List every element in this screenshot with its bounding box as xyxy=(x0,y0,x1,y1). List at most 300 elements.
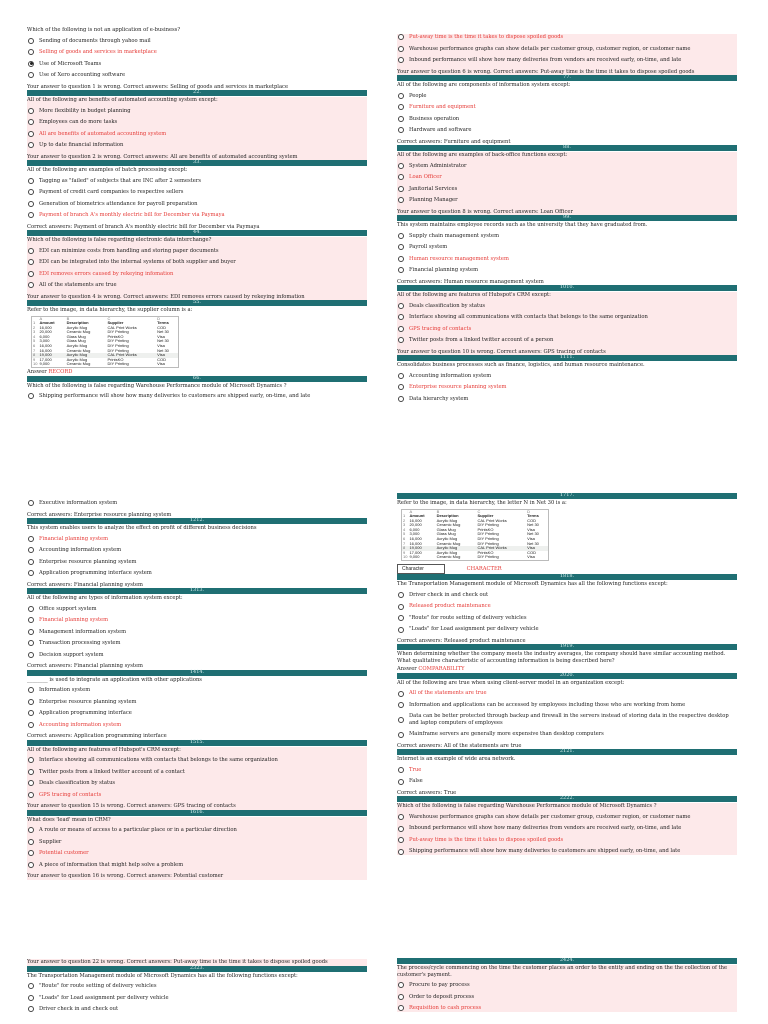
radio-button[interactable] xyxy=(28,850,34,856)
answer-option[interactable] xyxy=(27,687,367,694)
option-label: Employees can do more tasks xyxy=(39,119,118,125)
radio-button[interactable] xyxy=(398,384,404,390)
question-text: All of the following are examples of back-office functions except: xyxy=(397,152,568,158)
answer-option[interactable] xyxy=(27,995,367,1002)
question-text: Refer to the image, in data hierarchy, the supplier column is a: xyxy=(27,307,193,313)
radio-button[interactable] xyxy=(398,702,404,708)
question-text: Which of the following is false regarding Warehouse Performance module of Microsoft Dynamics ? xyxy=(27,382,287,389)
page3-left-column xyxy=(27,959,367,1024)
option-label: Financial planning system xyxy=(409,267,479,273)
answer-option[interactable] xyxy=(27,710,367,717)
answer-option[interactable] xyxy=(397,778,737,785)
radio-button[interactable] xyxy=(28,38,34,44)
radio-button[interactable] xyxy=(28,393,34,399)
option-label: Office support system xyxy=(39,605,97,612)
question-16 xyxy=(27,810,367,880)
sheet-row-number: 4 xyxy=(33,333,36,339)
sheet-cell: 19,000 xyxy=(38,353,65,358)
radio-button[interactable] xyxy=(398,615,404,621)
question-text: Which of the following is false regarding electronic data interchange? xyxy=(27,237,212,243)
answer-option[interactable] xyxy=(27,559,367,566)
option-label: EDI removes errors caused by rekeying infomation xyxy=(39,270,174,277)
radio-button[interactable] xyxy=(398,256,404,262)
sheet-row-number: 8 xyxy=(32,353,38,358)
radio-button[interactable] xyxy=(28,652,34,658)
feedback-text: Your answer to question 16 is wrong. Correct answers: Potential customer xyxy=(27,873,224,879)
option-label: Data hierarchy system xyxy=(409,395,469,402)
radio-button[interactable] xyxy=(398,267,404,273)
radio-button[interactable] xyxy=(398,373,404,379)
radio-button[interactable] xyxy=(398,779,404,785)
radio-button[interactable] xyxy=(398,1005,404,1011)
option-label: True xyxy=(409,766,422,773)
answer-option[interactable] xyxy=(27,259,367,266)
radio-button[interactable] xyxy=(398,34,404,40)
answer-option[interactable] xyxy=(27,201,367,208)
sheet-cell: 9,000 xyxy=(39,361,50,367)
radio-button[interactable] xyxy=(28,201,34,207)
radio-button[interactable] xyxy=(28,271,34,277)
sheet-cell: Net 30 xyxy=(527,522,539,528)
answer-option-correct[interactable] xyxy=(27,850,367,857)
feedback-text: Correct answers: Enterprise resource planning system xyxy=(27,511,172,518)
radio-button[interactable] xyxy=(28,757,34,763)
radio-button[interactable] xyxy=(398,627,404,633)
option-label: Generation of biometrics attendance for payroll preparation xyxy=(39,200,198,207)
sheet-cell: Acrylic Mug xyxy=(66,353,107,358)
answer-option-correct[interactable] xyxy=(27,271,367,278)
answer-option[interactable] xyxy=(27,640,367,647)
radio-button[interactable] xyxy=(28,640,34,646)
sheet-cell: COD xyxy=(157,324,166,330)
sheet-row xyxy=(402,555,548,560)
sheet-row-number: 10 xyxy=(403,554,408,560)
option-label: Planning Manager xyxy=(409,197,458,203)
sheet-cell: Visa xyxy=(527,554,535,560)
option-label: Enterprise resource planning system xyxy=(409,384,507,390)
sheet-header-cell: Description xyxy=(436,513,459,519)
radio-button[interactable] xyxy=(28,995,34,1001)
option-label: Order to deposit process xyxy=(409,993,475,1000)
question-14 xyxy=(27,670,367,740)
answer-option[interactable] xyxy=(397,57,737,64)
answer-option[interactable] xyxy=(27,547,367,554)
radio-button[interactable] xyxy=(28,606,34,612)
answer-option[interactable] xyxy=(397,982,737,989)
radio-button[interactable] xyxy=(398,814,404,820)
sheet-cell: 9,000 xyxy=(409,554,420,560)
sheet-cell: DIY Printing xyxy=(477,540,499,546)
question-number-bar: 2222. xyxy=(397,796,737,802)
question-15 xyxy=(27,740,367,810)
answer-option[interactable] xyxy=(27,393,367,400)
answer-option[interactable] xyxy=(27,839,367,846)
radio-button[interactable] xyxy=(398,303,404,309)
answer-option-correct[interactable] xyxy=(27,792,367,799)
answer-option[interactable] xyxy=(397,373,737,380)
question-number-bar: 2121. xyxy=(397,749,737,755)
question-text: This system enables users to analyze the effect on profit of different business decisions xyxy=(27,525,257,531)
answer-option[interactable] xyxy=(27,769,367,776)
answer-option-correct[interactable] xyxy=(397,174,737,181)
answer-option[interactable] xyxy=(27,862,367,869)
sheet-cell: Acrylic Mug xyxy=(436,517,458,523)
radio-button[interactable] xyxy=(28,248,34,254)
sheet-cell: DIY Printing xyxy=(477,522,499,528)
option-label: Released product maintenance xyxy=(409,603,491,610)
option-label: Supplier xyxy=(39,838,62,845)
radio-button[interactable] xyxy=(28,617,34,623)
radio-button[interactable] xyxy=(28,500,34,506)
radio-button[interactable] xyxy=(398,314,404,320)
spreadsheet-table xyxy=(402,510,548,561)
answer-option[interactable] xyxy=(397,337,737,344)
radio-button[interactable] xyxy=(28,131,34,137)
answer-option[interactable] xyxy=(27,983,367,990)
radio-button[interactable] xyxy=(28,722,34,728)
answer-option[interactable] xyxy=(27,757,367,764)
radio-button[interactable] xyxy=(398,93,404,99)
question-number-bar: 2424. xyxy=(397,958,737,964)
radio-button[interactable] xyxy=(398,337,404,343)
radio-button[interactable] xyxy=(28,536,34,542)
sheet-cell: DIY Printing xyxy=(107,338,129,344)
radio-button[interactable] xyxy=(28,178,34,184)
radio-button[interactable] xyxy=(398,104,404,110)
sheet-cell: CAL Print Works xyxy=(106,353,156,358)
radio-button[interactable] xyxy=(28,862,34,868)
option-label: Loan Officer xyxy=(409,174,442,180)
question-23 xyxy=(27,966,367,1013)
question-text: The process/cycle commencing on the time the customer places an order to the entity and ending on the the collection of the customer's payment. xyxy=(397,965,728,978)
answer-option[interactable] xyxy=(27,108,367,115)
radio-button[interactable] xyxy=(398,326,404,332)
sheet-cell: 17,000 xyxy=(39,356,52,362)
answer-option[interactable] xyxy=(397,116,737,123)
answer-option[interactable] xyxy=(397,615,737,622)
question-text: Which of the following is false regarding Warehouse Performance module of Microsoft Dynamics ? xyxy=(397,803,657,810)
answer-option-correct[interactable] xyxy=(397,1005,737,1012)
radio-button[interactable] xyxy=(28,699,34,705)
feedback-text: Your answer to question 6 is wrong. Correct answers: Put-away time is the time it takes to dispose spoiled goods xyxy=(397,68,695,75)
option-label: A route or means of access to a particular place or in a particular direction xyxy=(39,827,237,833)
sheet-cell: COD xyxy=(527,517,536,523)
answer-option[interactable] xyxy=(397,626,737,633)
sheet-cell: Visa xyxy=(526,546,548,551)
sheet-row-number: 3 xyxy=(403,522,406,528)
option-label: Warehouse performance graphs can show details per customer group, customer region, or customer name xyxy=(409,813,691,820)
sheet-cell: PrintsKO xyxy=(107,333,124,339)
sheet-cell: Acrylic Mug xyxy=(436,546,477,551)
radio-button[interactable] xyxy=(398,127,404,133)
question-number-bar: 1717. xyxy=(397,493,737,499)
answer-option[interactable] xyxy=(397,713,737,726)
answer-label: Answer xyxy=(27,369,47,376)
question-text: The Transportation Management module of Microsoft Dynamics has all the following functions except: xyxy=(397,581,668,588)
radio-button[interactable] xyxy=(28,108,34,114)
answer-option[interactable] xyxy=(27,248,367,255)
question-6 xyxy=(27,376,367,400)
answer-option-correct[interactable] xyxy=(27,49,367,56)
answer-option[interactable] xyxy=(27,142,367,149)
answer-option[interactable] xyxy=(397,233,737,240)
radio-button[interactable] xyxy=(398,244,404,250)
radio-button[interactable] xyxy=(28,189,34,195)
answer-option-correct[interactable] xyxy=(27,212,367,219)
answer-option[interactable] xyxy=(397,46,737,53)
answer-option[interactable] xyxy=(397,127,737,134)
sheet-cell: 3,000 xyxy=(39,338,50,344)
option-label: Data can be better protected through backup and firewall in the servers instead of storing data in the respective desktop and laptop computers of employees xyxy=(409,713,729,726)
sheet-cell: PrintsKO xyxy=(107,356,124,362)
sheet-cell: 16,000 xyxy=(39,347,52,353)
answer-option[interactable] xyxy=(27,606,367,613)
answer-option[interactable] xyxy=(27,282,367,289)
feedback-text: Your answer to question 10 is wrong. Correct answers: GPS tracing of contacts xyxy=(397,348,606,355)
question-text: All of the following are features of Hubspot's CRM except: xyxy=(27,746,181,753)
option-label: False xyxy=(409,778,423,785)
question-body xyxy=(27,237,367,300)
question-number-bar: 2020. xyxy=(397,673,737,679)
option-label: Management information system xyxy=(39,628,127,635)
feedback-text: Your answer to question 1 is wrong. Correct answers: Selling of goods and services in marketplace xyxy=(27,83,289,90)
answer-option-correct[interactable] xyxy=(27,617,367,624)
question-3 xyxy=(27,160,367,230)
option-label: Payment of branch A's monthly electric bill for December via Paymaya xyxy=(39,212,225,218)
radio-button[interactable] xyxy=(398,592,404,598)
answer-option-correct[interactable] xyxy=(397,603,737,610)
answer-option[interactable] xyxy=(27,827,367,834)
feedback-text: Correct answers: All of the statements are true xyxy=(397,742,522,749)
feedback-text: Correct answers: Financial planning system xyxy=(27,663,143,669)
answer-option-correct[interactable] xyxy=(397,256,737,263)
page1-right-column xyxy=(397,30,737,407)
radio-button[interactable] xyxy=(398,994,404,1000)
radio-button[interactable] xyxy=(398,186,404,192)
sheet-cell: Net 30 xyxy=(527,540,539,546)
option-label: Mainframe servers are generally more expensive than desktop computers xyxy=(409,731,604,738)
answer-option[interactable] xyxy=(397,197,737,204)
question-body xyxy=(27,747,367,810)
radio-button[interactable] xyxy=(398,982,404,988)
question-12 xyxy=(27,518,367,588)
radio-button[interactable] xyxy=(28,282,34,288)
sheet-column-letter: C xyxy=(477,508,481,514)
question-text: Consolidates business processes such as finance, logistics, and human resource maintenance. xyxy=(397,362,645,368)
sheet-cell: Ceramic Mug xyxy=(66,329,91,335)
radio-button[interactable] xyxy=(28,780,34,786)
question-24 xyxy=(397,958,737,1012)
answer-option[interactable] xyxy=(397,731,737,738)
radio-button[interactable] xyxy=(28,142,34,148)
option-label: Tagging as "failed" of subjects that are INC after 2 semesters xyxy=(39,177,201,184)
radio-button[interactable] xyxy=(28,827,34,833)
answer-option-correct[interactable] xyxy=(397,326,737,333)
answer-option[interactable] xyxy=(397,93,737,100)
radio-button[interactable] xyxy=(398,57,404,63)
answer-option[interactable] xyxy=(27,189,367,196)
sheet-row-number: 7 xyxy=(33,347,36,353)
question-number-bar: 1616. xyxy=(27,810,367,816)
answer-option[interactable] xyxy=(27,119,367,126)
answer-option-correct[interactable] xyxy=(27,131,367,138)
sheet-header-cell: Supplier xyxy=(107,320,124,326)
answer-input-box[interactable]: Character xyxy=(397,564,445,574)
sheet-row-number: 4 xyxy=(403,526,406,532)
answer-option-correct[interactable] xyxy=(397,384,737,391)
radio-button[interactable] xyxy=(398,233,404,239)
answer-option-correct[interactable] xyxy=(27,722,367,729)
option-label: GPS tracing of contacts xyxy=(39,791,102,798)
radio-button[interactable] xyxy=(398,717,404,723)
option-label: Financial planning system xyxy=(39,617,109,623)
question-18 xyxy=(397,574,737,644)
radio-button[interactable] xyxy=(28,570,34,576)
question-11-continued xyxy=(27,500,367,518)
sheet-header-cell: Terms xyxy=(157,320,169,326)
feedback-text: Your answer to question 22 is wrong. Correct answers: Put-away time is the time it takes to dispose spoiled goods xyxy=(27,959,367,966)
answer-option[interactable] xyxy=(397,163,737,170)
answer-option[interactable] xyxy=(397,592,737,599)
answer-option[interactable] xyxy=(27,178,367,185)
radio-button[interactable] xyxy=(28,259,34,265)
answer-option[interactable] xyxy=(397,702,737,709)
option-label: Executive information system xyxy=(39,500,118,506)
answer-option[interactable] xyxy=(397,814,737,821)
option-label: Decision support system xyxy=(39,651,104,658)
option-label: Up to date financial information xyxy=(39,142,124,148)
answer-option[interactable] xyxy=(397,825,737,832)
radio-button[interactable] xyxy=(28,119,34,125)
question-text: All of the following are true when using client-server model in an organization except: xyxy=(397,679,625,686)
question-text: The Transportation Management module of Microsoft Dynamics has all the following functions except: xyxy=(27,972,298,979)
option-label: System Administrator xyxy=(409,162,467,169)
option-label: Accounting information system xyxy=(39,547,122,553)
radio-button[interactable] xyxy=(398,837,404,843)
answer-option[interactable] xyxy=(27,699,367,706)
radio-button[interactable] xyxy=(398,849,404,855)
radio-button[interactable] xyxy=(28,792,34,798)
radio-button-selected[interactable] xyxy=(28,61,34,67)
answer-option[interactable] xyxy=(27,72,367,79)
radio-button[interactable] xyxy=(398,174,404,180)
answer-option[interactable] xyxy=(397,244,737,251)
radio-button[interactable] xyxy=(398,767,404,773)
sheet-cell: 16,000 xyxy=(409,540,422,546)
answer-option[interactable] xyxy=(397,303,737,310)
radio-button[interactable] xyxy=(28,839,34,845)
option-label: Deals classification by status xyxy=(39,780,116,786)
answer-option[interactable] xyxy=(397,396,737,403)
option-label: Deals classification by status xyxy=(409,302,486,309)
radio-button[interactable] xyxy=(28,983,34,989)
sheet-row xyxy=(32,362,178,367)
answer-option[interactable] xyxy=(27,652,367,659)
question-4 xyxy=(27,230,367,300)
feedback-text: Correct answers: Furniture and equipment xyxy=(397,138,511,145)
radio-button[interactable] xyxy=(28,49,34,55)
radio-button[interactable] xyxy=(398,197,404,203)
radio-button[interactable] xyxy=(28,547,34,553)
sheet-row-number: 7 xyxy=(403,540,406,546)
sheet-cell: Net 30 xyxy=(157,338,169,344)
sheet-cell: Net 30 xyxy=(157,329,169,335)
radio-button[interactable] xyxy=(28,72,34,78)
radio-button[interactable] xyxy=(28,710,34,716)
page2-left-column xyxy=(27,496,367,880)
question-number-bar: 1414. xyxy=(27,670,367,676)
radio-button[interactable] xyxy=(398,732,404,738)
option-label: Business operation xyxy=(409,115,460,122)
answer-option[interactable] xyxy=(27,38,367,45)
question-text: All of the following are types of information system except: xyxy=(27,595,183,601)
answer-option[interactable] xyxy=(27,780,367,787)
answer-option[interactable] xyxy=(27,1006,367,1013)
answer-option-correct[interactable] xyxy=(397,690,737,697)
answer-label: Answer xyxy=(397,666,417,673)
radio-button[interactable] xyxy=(28,1006,34,1012)
radio-button[interactable] xyxy=(398,826,404,832)
option-label: "Route" for route setting of delivery vehicles xyxy=(39,983,157,989)
answer-value: CHARACTER xyxy=(466,566,502,573)
answer-option[interactable] xyxy=(397,994,737,1001)
question-text: All of the following are examples of batch processing except: xyxy=(27,167,188,173)
radio-button[interactable] xyxy=(28,629,34,635)
answer-option-correct[interactable] xyxy=(397,767,737,774)
sheet-cell: 19,000 xyxy=(408,546,435,551)
answer-option-correct[interactable] xyxy=(397,837,737,844)
radio-button[interactable] xyxy=(398,116,404,122)
radio-button[interactable] xyxy=(398,604,404,610)
answer-option[interactable] xyxy=(27,629,367,636)
option-label: People xyxy=(409,92,427,99)
radio-button[interactable] xyxy=(28,769,34,775)
answer-option[interactable] xyxy=(397,848,737,855)
answer-option-correct[interactable] xyxy=(397,34,737,41)
answer-option-correct[interactable] xyxy=(397,104,737,111)
answer-option[interactable] xyxy=(397,186,737,193)
spreadsheet-table xyxy=(32,317,178,368)
question-number-bar: 99. xyxy=(397,215,737,221)
question-1 xyxy=(27,27,367,90)
sheet-cell: Acrylic Mug xyxy=(66,356,88,362)
radio-button[interactable] xyxy=(398,46,404,52)
answer-option-correct[interactable] xyxy=(27,536,367,543)
question-number-bar: 66. xyxy=(27,376,367,382)
answer-option[interactable] xyxy=(397,267,737,274)
sheet-cell: 16,000 xyxy=(409,536,422,542)
radio-button[interactable] xyxy=(398,691,404,697)
option-label: Enterprise resource planning system xyxy=(39,558,137,565)
feedback-text: Your answer to question 2 is wrong. Correct answers: All are benefits of automated accounting system xyxy=(27,153,298,160)
radio-button[interactable] xyxy=(398,396,404,402)
question-8 xyxy=(397,145,737,215)
answer-option[interactable] xyxy=(27,500,367,507)
radio-button[interactable] xyxy=(398,163,404,169)
radio-button[interactable] xyxy=(28,212,34,218)
feedback-text: Correct answers: True xyxy=(397,789,457,796)
radio-button[interactable] xyxy=(28,559,34,565)
radio-button[interactable] xyxy=(28,687,34,693)
sheet-cell: DIY Printing xyxy=(107,343,129,349)
sheet-cell: Acrylic Mug xyxy=(66,324,88,330)
sheet-cell: Visa xyxy=(527,526,535,532)
answer-option[interactable] xyxy=(397,314,737,321)
question-number-bar: 88. xyxy=(397,145,737,151)
answer-option-selected[interactable] xyxy=(27,61,367,68)
option-label: Information and applications can be accessed by employees including those who are working from home xyxy=(409,701,686,708)
answer-option[interactable] xyxy=(27,570,367,577)
